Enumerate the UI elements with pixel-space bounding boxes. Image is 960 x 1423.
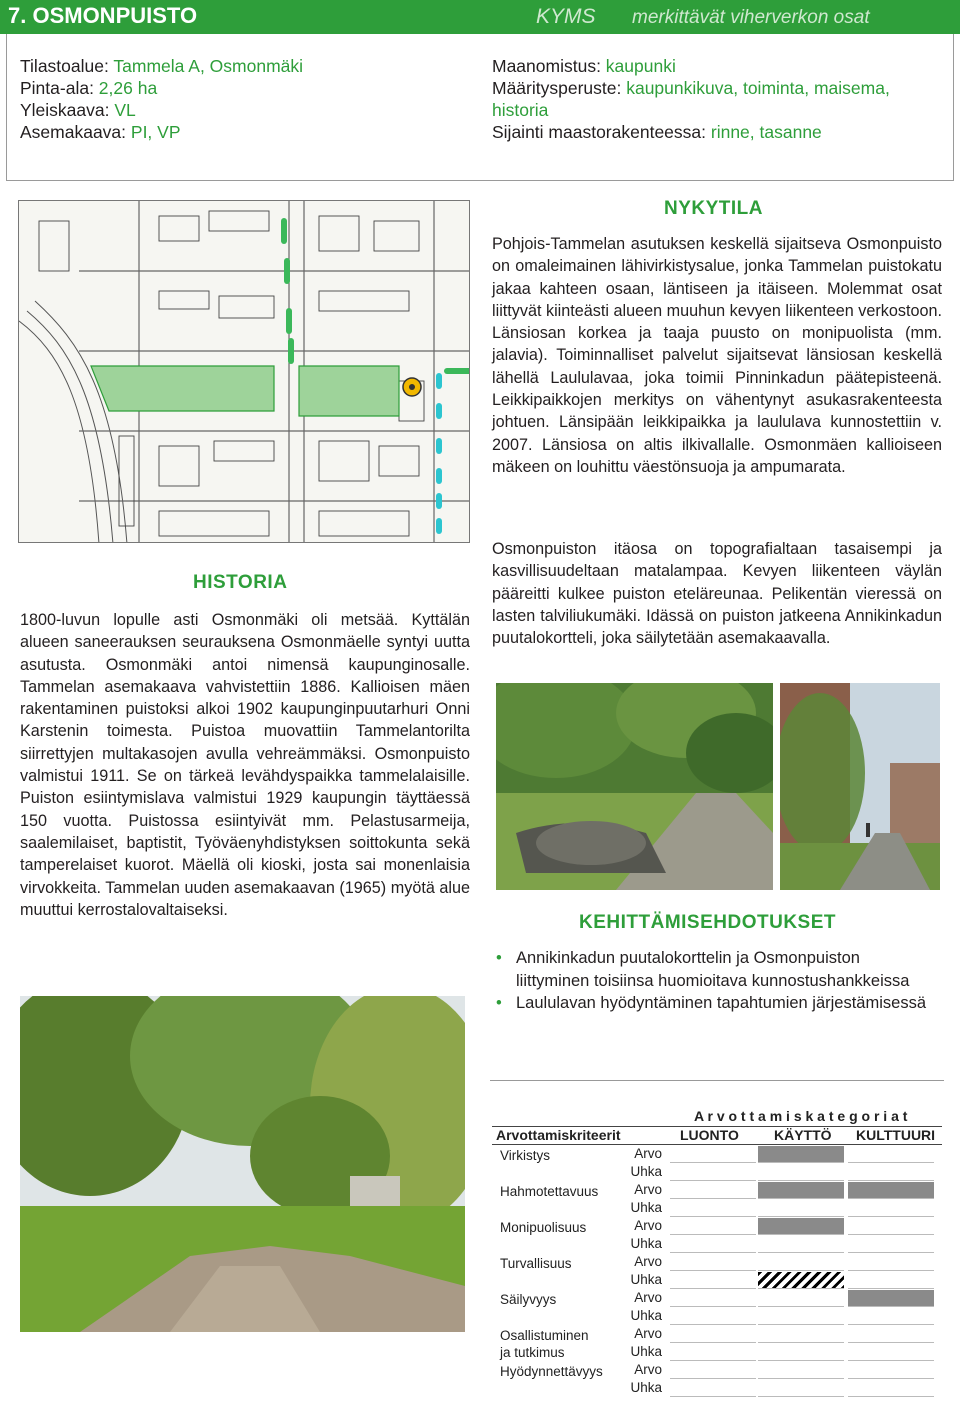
- table-criterion: Turvallisuus: [500, 1256, 572, 1271]
- table-criterion: Monipuolisuus: [500, 1220, 587, 1235]
- table-cell: [670, 1308, 756, 1325]
- table-uhka-label: Uhka: [630, 1236, 662, 1251]
- divider: [490, 1080, 944, 1081]
- table-cell: [670, 1272, 756, 1289]
- table-criteria-header: Arvottamiskriteerit: [496, 1127, 621, 1143]
- table-criterion: Osallistuminen ja tutkimus: [500, 1328, 589, 1360]
- table-cell: [758, 1146, 844, 1163]
- evaluation-table: [492, 1108, 942, 1398]
- table-rule: [492, 1144, 942, 1145]
- table-cell: [670, 1200, 756, 1217]
- table-cell: [848, 1182, 934, 1199]
- table-uhka-label: Uhka: [630, 1308, 662, 1323]
- historia-paragraph: 1800-luvun lopulle asti Osmonmäki oli metsää. Kyttälän alueen saneerauksen seurauksena Osmonmäelle syntyi uutta asutusta. Osmonmäki antoi nimensä kaupunginosalle. Tammelan asemakaava vahvistettiin 1886. Kallioisen mäen rakentaminen puistoksi alkoi 1902 kaupunginpuutarhuri Onni Karstenin toimesta. Puistoa muovattiin Tammelantorilta siirrettyjen multakasojen avulla vehreämmäksi. Osmonpuisto valmistui 1911. Se on tärkeä levähdyspaikka tammelalaisille. Puiston esiintymislava valmistui 1929 kaupungin täyttäessä 150 vuotta. Puistossa esiintyivät mm. Pelastusarmeija, saalemilaiset, baptistit, Työväenyhdistyksen soittokunta sekä tamperelaiset kuorot. Mäellä oli kioski, josta sai monenlaisia virvokkeita. Tammelan uuden asemakaavan (1965) myötä alue muuttui kerrostalovaltaiseksi.: [20, 611, 470, 919]
- table-cell: [670, 1164, 756, 1181]
- map-drawing: [19, 201, 470, 543]
- kehittaminen-list: [492, 947, 932, 1015]
- info-criteria-cont: historia: [492, 100, 549, 120]
- table-cell: [670, 1182, 756, 1199]
- table-cell: [670, 1362, 756, 1379]
- table-cell: [670, 1290, 756, 1307]
- table-cell: [670, 1326, 756, 1343]
- page-title: 7. OSMONPUISTO: [8, 3, 198, 28]
- historia-title: HISTORIA: [193, 572, 288, 593]
- table-arvo-label: Arvo: [634, 1362, 662, 1377]
- tree-lined-path-photo: [780, 683, 940, 890]
- table-cell: [848, 1254, 934, 1271]
- table-cell: [848, 1200, 934, 1217]
- table-cell: [848, 1308, 934, 1325]
- table-cell: [758, 1344, 844, 1361]
- table-criterion: Hyödynnettävyys: [500, 1364, 603, 1379]
- table-arvo-label: Arvo: [634, 1326, 662, 1341]
- table-cell: [670, 1146, 756, 1163]
- table-group-header: A r v o t t a m i s k a t e g o r i a t: [694, 1108, 908, 1124]
- table-arvo-label: Arvo: [634, 1218, 662, 1233]
- table-uhka-label: Uhka: [630, 1272, 662, 1287]
- table-uhka-label: Uhka: [630, 1380, 662, 1395]
- table-cell: [848, 1380, 934, 1397]
- info-location: Sijainti maastorakenteessa: rinne, tasanne: [492, 122, 822, 142]
- table-cell: [848, 1362, 934, 1379]
- table-cell: [758, 1218, 844, 1235]
- table-cell: [758, 1164, 844, 1181]
- table-cell: [758, 1380, 844, 1397]
- table-cell: [758, 1362, 844, 1379]
- table-uhka-label: Uhka: [630, 1200, 662, 1215]
- info-local-plan: Asemakaava: PI, VP: [20, 122, 181, 142]
- table-col-kulttuuri: KULTTUURI: [856, 1127, 936, 1143]
- site-map: [18, 200, 470, 543]
- table-cell: [670, 1236, 756, 1253]
- table-cell: [758, 1308, 844, 1325]
- list-item: • Laululavan hyödyntäminen tapahtumien järjestämisessä: [492, 992, 932, 1015]
- table-cell: [848, 1344, 934, 1361]
- nykytila-paragraph-2: Osmonpuiston itäosa on topografialtaan tasaisempi ja kasvillisuudeltaan matalampaa. Kevyen liikenteen väylän pääreitti kulkee puiston eteläreunaa. Pelikentän vieressä on lasten talviliukumäki. Idässä on puiston jatkeena Annikinkadun puutalokortteli, joka säilytetään asemakaavalla.: [492, 540, 942, 648]
- info-master-plan: Yleiskaava: VL: [20, 100, 136, 120]
- table-cell: [670, 1380, 756, 1397]
- rocky-hill-photo: [20, 996, 465, 1332]
- table-cell: [758, 1290, 844, 1307]
- nykytila-title: NYKYTILA: [664, 198, 763, 219]
- table-cell: [758, 1200, 844, 1217]
- table-cell: [758, 1326, 844, 1343]
- kehittaminen-title: KEHITTÄMISEHDOTUKSET: [579, 912, 836, 933]
- header-kyms: KYMS: [536, 5, 596, 28]
- table-col-kaytto: KÄYTTÖ: [774, 1127, 832, 1143]
- table-arvo-label: Arvo: [634, 1254, 662, 1269]
- table-criterion: Säilyvyys: [500, 1292, 557, 1307]
- table-cell: [758, 1236, 844, 1253]
- header-bar: [0, 0, 960, 34]
- table-uhka-label: Uhka: [630, 1344, 662, 1359]
- header-subtitle: merkittävät viherverkon osat: [632, 7, 870, 28]
- table-cell: [670, 1344, 756, 1361]
- table-cell: [758, 1254, 844, 1271]
- table-criterion: Hahmotettavuus: [500, 1184, 599, 1199]
- table-cell: [758, 1182, 844, 1199]
- table-col-luonto: LUONTO: [680, 1127, 739, 1143]
- table-cell: [848, 1146, 934, 1163]
- table-cell: [848, 1272, 934, 1289]
- nykytila-paragraph-1: Pohjois-Tammelan asutuksen keskellä sijaitseva Osmonpuisto on omaleimainen lähivirkistysalue, jonka Tammelan puistokatu jakaa kahteen osaan, läntiseen ja itäiseen. Molemmat osat liittyvät kiinteästi alueen muuhun kevyen liikenteen verkostoon. Länsiosan korkea ja taaja puusto on monipuolista (mm. jalavia). Toiminnalliset palvelut sijaitsevat länsiosan keskellä lähellä Laululavaa, joka toimii Pinninkadun päätepisteenä. Leikkipaikkojen merkitys on vähentynyt asukasrakenteesta johtuen. Länsipään leikkipaikka ja laululava kunnostettiin v. 2007. Länsiosa on altis ilkivallalle. Osmonmäen kallioiseen mäkeen on louhittu väestönsuoja ja ampumarata.: [492, 235, 942, 476]
- table-arvo-label: Arvo: [634, 1290, 662, 1305]
- table-cell: [848, 1218, 934, 1235]
- table-cell: [670, 1218, 756, 1235]
- table-cell: [758, 1272, 844, 1289]
- table-cell: [848, 1164, 934, 1181]
- info-criteria: Määritysperuste: kaupunkikuva, toiminta, maisema,: [492, 78, 890, 98]
- info-statistical-area: Tilastoalue: Tammela A, Osmonmäki: [20, 56, 304, 76]
- list-item: • Annikinkadun puutalokorttelin ja Osmonpuiston liittyminen toisiinsa huomioitava kunnostushankkeissa: [492, 947, 932, 992]
- table-uhka-label: Uhka: [630, 1164, 662, 1179]
- table-cell: [670, 1254, 756, 1271]
- table-arvo-label: Arvo: [634, 1146, 662, 1161]
- table-cell: [848, 1236, 934, 1253]
- info-area: Pinta-ala: 2,26 ha: [20, 78, 158, 98]
- info-ownership: Maanomistus: kaupunki: [492, 56, 676, 76]
- park-path-photo: [496, 683, 773, 890]
- table-cell: [848, 1326, 934, 1343]
- table-arvo-label: Arvo: [634, 1182, 662, 1197]
- table-cell: [848, 1290, 934, 1307]
- table-criterion: Virkistys: [500, 1148, 551, 1163]
